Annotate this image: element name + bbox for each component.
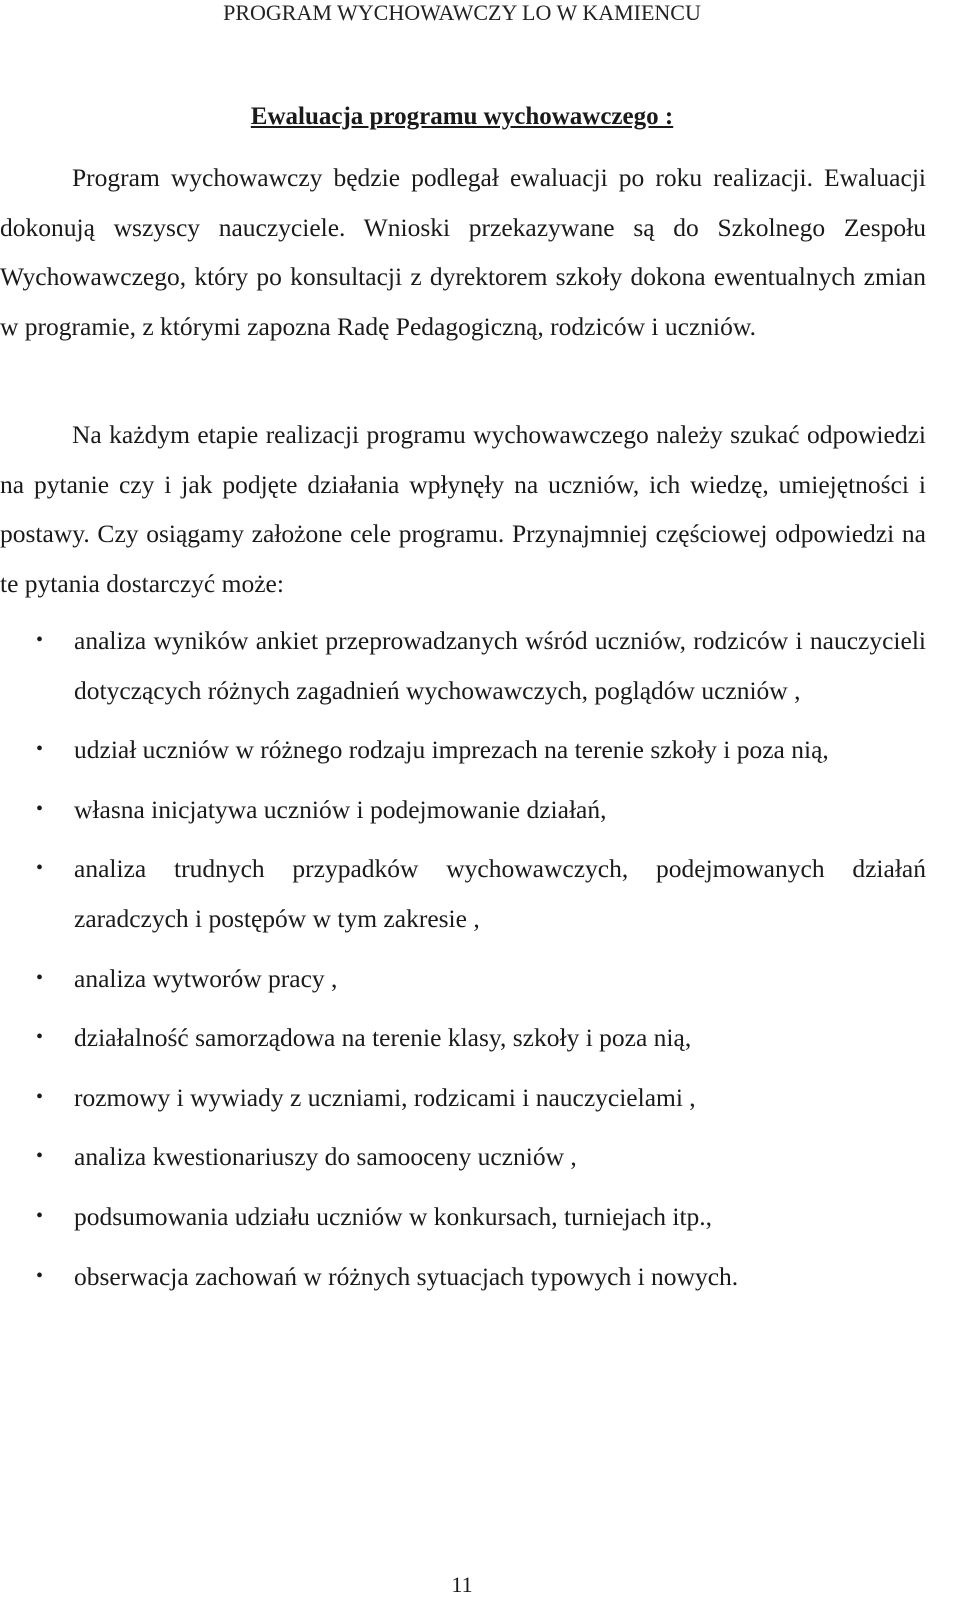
section-title: Ewaluacja programu wychowawczego :	[250, 103, 674, 130]
paragraph-evaluation-questions: Na każdym etapie realizacji programu wychowawczego należy szukać odpowiedzi na pytanie czy i jak podjęte działania wpłynęły na uczniów, ich wiedzę, umiejętności i postawy. Czy osiągamy założone cele programu. Przynajmniej częściowej odpowiedzi na te pytania dostarczyć może:	[0, 420, 926, 598]
list-item-text: analiza kwestionariuszy do samooceny uczniów ,	[74, 1142, 577, 1172]
bullet-dot-icon: •	[36, 797, 44, 820]
paragraph-evaluation-intro: Program wychowawczy będzie podlegał ewaluacji po roku realizacji. Ewaluacji dokonują wszyscy nauczyciele. Wnioski przekazywane są do Szkolnego Zespołu Wychowawczego, który po konsultacji z dyrektorem szkoły dokona ewentualnych zmian w programie, z którymi zapozna Radę Pedagogiczną, rodziców i uczniów.	[0, 163, 926, 341]
list-item-text: analiza wyników ankiet przeprowadzanych wśród uczniów, rodziców i nauczycieli dotyczących różnych zagadnień wychowawczych, poglądów uczniów ,	[74, 626, 926, 705]
evaluation-methods-list	[0, 616, 926, 1311]
bullet-dot-icon: •	[36, 738, 44, 761]
list-item	[0, 954, 926, 1004]
list-item	[0, 725, 926, 775]
list-item-text: udział uczniów w różnego rodzaju imprezach na terenie szkoły i poza nią,	[74, 735, 829, 765]
list-item	[0, 1073, 926, 1123]
list-item-text: obserwacja zachowań w różnych sytuacjach typowych i nowych.	[74, 1261, 739, 1291]
list-item-text: analiza trudnych przypadków wychowawczych, podejmowanych działań zaradczych i postępów w tym zakresie ,	[74, 854, 926, 933]
list-item	[0, 844, 926, 943]
list-item-text: własna inicjatywa uczniów i podejmowanie działań,	[74, 794, 607, 824]
list-item	[0, 1013, 926, 1063]
bullet-dot-icon: •	[36, 966, 44, 989]
list-item-text: rozmowy i wywiady z uczniami, rodzicami i nauczycielami ,	[74, 1082, 696, 1112]
page-number: 11	[451, 1572, 473, 1597]
bullet-dot-icon: •	[36, 1145, 44, 1168]
list-item	[0, 1192, 926, 1242]
list-item	[0, 785, 926, 835]
running-header: PROGRAM WYCHOWAWCZY LO W KAMIENCU	[223, 0, 701, 25]
bullet-dot-icon: •	[36, 1085, 44, 1108]
list-item-text: podsumowania udziału uczniów w konkursach, turniejach itp.,	[74, 1201, 713, 1231]
bullet-dot-icon: •	[36, 1204, 44, 1227]
bullet-dot-icon: •	[36, 857, 44, 880]
bullet-dot-icon: •	[36, 1264, 44, 1287]
list-item	[0, 1252, 926, 1302]
bullet-dot-icon: •	[36, 1026, 44, 1049]
list-item-text: działalność samorządowa na terenie klasy, szkoły i poza nią,	[74, 1023, 692, 1053]
list-item	[0, 1132, 926, 1182]
bullet-dot-icon: •	[36, 629, 44, 651]
list-item-text: analiza wytworów pracy ,	[74, 963, 338, 993]
list-item	[0, 616, 926, 715]
